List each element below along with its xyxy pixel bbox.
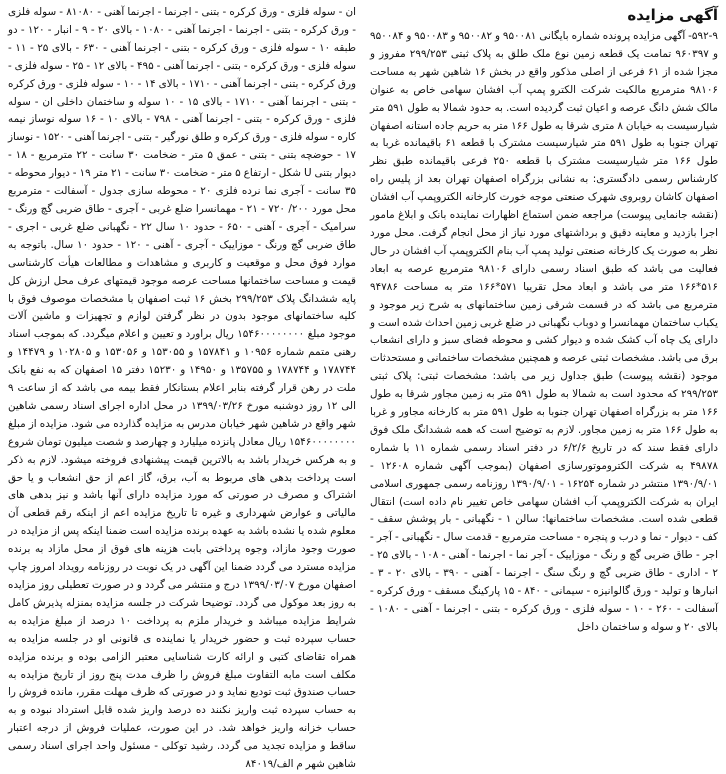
right-text-segment-4: مشخصات ثبتی عرصه و همچنین مشخصات ساختمانی و مستحدثات موجود (نقشه پیوست) طبق جداول زیر می باشد: مشخصات ثبتی: پلاک ثبتی ۲۹۹/۲۵۳ که محدود است به شمالا به طول ۵۹۱ متر به زمین مجاور شرقا به طول ۱۶۶ متر به بزرگراه اصفهان تهران جنوبا به طول ۵۹۱ متر به کارخانه مجاور و غربا به طول ۱۶۶ متر به زمین مجاور. bbox=[370, 352, 719, 436]
left-text-segment-6: در این صورت، عملیات فروش از درجه اعتبار ساقط و مزایده تجدید می گردد. رشید توکلی - مسئول واحد اجرای اسناد رسمی شاهین شهر م الف/۸۴۰۱۹ bbox=[8, 722, 356, 771]
right-text-segment-3: محل مورد نظر به صورت یک کارخانه صنعتی تولید پمپ آب بنام الکتروپمپ آب افشان در حال فعالیت می باشد که طبق اسناد رسمی دارای ۹۸۱۰۶ مترمربع عرصه به ابعاد ۵۱۶*۱۶۶ متر می باشد و ابعاد محل تقریبا ۵۷۱*۱۶۶ متر به مساحت ۹۴۷۸۶ مترمربع می باشد که در قسمت شرقی زمین ساختمانهای به شرح زیر موجود و یکباب ساختمان مهمانسرا و دوباب نگهبانی در ضلع غربی زمین احداث شده است و دارای یک چاه آب کشک شده و دیوار کشی و محوطه فضای سبز و دارای انشعاب برق می باشد. bbox=[370, 226, 718, 365]
left-text-segment-3: که بموجب اسناد رهنی متمم شماره ۱۰۹۵۶ و ۱۵۷۸۴۱ و ۱۵۳۰۵۵ و ۱۵۳۰۵۶ و ۱۰۲۸۰۵ و ۱۴۴۷۹ و ۱۷۸۷۴۴ و ۱۷۸۷۴۴ و ۱۳۵۷۵۵ و ۱۴۹۵۰ و ۱۵۲۳۰ دفتر ۱۵ اصفهان که به نفع بانک ملت در رهن قرار گرفته بنابر اعلام بستانکار فقط بیمه می باشد که از ساعت ۹ الی ۱۲ روز دوشنبه مورخ ۱۳۹۹/۰۳/۲۶ در محل اداره اجرای اسناد رسمی شاهین شهر واقع در شاهین شهر خیابان مدرس به مزایده گذارده می شود. مزایده از مبلغ ۱۵۴۶۰۰۰۰۰۰۰۰ ریال معادل پانزده میلیارد و چهارصد و شصت میلیون تومان شروع و به هرکس خریدار باشد به بالاترین قیمت پیشنهادی فروخته میشود. bbox=[8, 328, 357, 466]
notice-paragraph bbox=[8, 4, 356, 774]
left-text-segment-5: توضیحا شرکت در جلسه مزایده بمنزله پذیرش کامل شرایط مزایده میباشد و خریدار ملزم به پرداخت ۱۰ درصد از مبلغ مزایده به حساب سپرده ثبت و حضور خریدار یا نماینده ی قانونی او در جلسه مزایده به همراه تقاضای کتبی و ارائه کارت شناسایی معتبر الزامی بوده و برنده مزایده مکلف است مابه التفاوت مبلغ فروش را ظرف مدت پنج روز از تاریخ مزایده به حساب صندوق ثبت تودیع نماید و در صورتی که ظرف مهلت مقرر، مانده فروش را به حساب سپرده ثبت واریز نکنند ده درصد واریز شده قابل استرداد نبوده و به حساب خزانه واریز خواهد شد. bbox=[8, 596, 356, 735]
right-text-segment-6: مشخصات ساختمانها: سالن ۱ - نگهبانی - بار پوشش سقف - کف - دیوار - نما و درب و پنجره - مساحت مترمربع - قدمت سال - نگهبانی - آجر - اجر - طاق ضربی گچ و رنگ - موزاییک - آجر نما - اجرنما - آهنی - ۱۰۸ - بالای ۲۵ - ۲ - اداری - طاق ضربی گچ و رنگ سنگ - اجرنما - آهنی - ۳۹۰ - بالای ۲۰ - ۳ - انبارها و تولید - ورق گالوانیزه - سیمانی - ۸۴۰ - ۱۵ پارکینگ مسقف - ورق کرکره - آسفالت - ۲۶۰ - ۱۰ - سوله فلزی - ورق کرکره - بتنی - اجرنما - آهنی - ۱۰۸۰ - بالای ۲۰ و سوله و ساختمان داخل bbox=[370, 513, 719, 633]
notice-title: آگهی مزایده bbox=[627, 6, 718, 24]
notice-left-column bbox=[8, 4, 357, 771]
right-text-segment-5: لازم به توضیح است که همه ششدانگ ملک فوق دارای فقط سند که در تاریخ ۶/۲/۶ در دفتر اسناد رسمی شماره ۱۱ با شماره ۴۹۸۷۸ به شرکت الکتروموتورسازی اصفهان (بموجب آگهی شماره ۱۲۶۰۸ - ۱۳۹۰/۹/۰۱ منتشر در شماره ۱۶۲۵۴ - ۱۳۹۰/۹/۰۱ روزنامه رسمی جمهوری اسلامی ایران به شرکت الکتروپمپ آب افشان سهامی خاص تغییر نام داده است) انتقال قطعی شده است. bbox=[370, 423, 719, 526]
notice-right-column bbox=[370, 4, 718, 674]
notice-paragraph bbox=[370, 28, 718, 637]
left-text-segment-2: محل مورد ۲۰۰/ ۷۲۰ - ۲۱ - مهمانسرا ضلع غربی - آجری - طاق ضربی گچ ورنگ - سرامیک - آجری - آهنی - ۶۵۰ - حدود ۱۰ سال ۲۲ - نگهبانی ضلع غربی - اجری - طاق ضربی گچ ورنگ - موزاییک - آجری - آهنی - ۱۲۰ - حدود ۱۰ سال. باتوجه به موارد فوق محل و موقعیت و کاربری و مشاهدات و مطالعات هیأت کارشناسی قیمت و مساحت ساختمانها مساحت عرصه موجود قیمتهای عرف محل ارزش کل پایه ششدانگ پلاک ۲۹۹/۲۵۳ بخش ۱۶ ثبت اصفهان با مشخصات موصوف فوق با کلیه ساختمانهای موجود بدون در نظر گرفتن لوازم و تجهیزات و ماشین آلات موجود مبلغ ۱۵۴۶۰۰۰۰۰۰۰۰ ریال براورد و تعیین و اعلام میگردد. bbox=[8, 202, 357, 341]
right-text-segment-1: ۵۹۲-۹- آگهی مزایده پرونده شماره بایگانی ۹۵۰۰۸۱ و ۹۵۰۰۸۲ و ۹۵۰۰۸۳ و ۹۵۰۰۸۴ و ۹۶۰۳۹۷ تمامت یک قطعه زمین نوع ملک طلق به پلاک ثبتی ۲۹۹/۲۵۳ مفروز و مجزا شده از ۶۱ فرعی از اصلی مذکور واقع در بخش ۱۶ شاهین شهر به مساحت ۹۸۱۰۶ مترمربع مالکیت شرکت الکترو پمپ آب افشان سهامی خاص به عنوان مالک شش دانگ عرصه و اعیان ثبت گردیده است. bbox=[370, 30, 719, 114]
notice-columns bbox=[8, 4, 719, 771]
left-text-segment-4: لازم به ذکر است پرداخت بدهی های مربوط به آب، برق، گاز اعم از حق انشعاب و یا حق اشتراک و مصرف در صورتی که مورد مزایده دارای آنها باشد و نیز بدهی های مالیاتی و عوارض شهرداری و غیره تا تاریخ مزایده اعم از اینکه رقم قطعی آن معلوم شده یا نشده باشد به عهده برنده مزایده است ضمنا اینکه پس از مزایده در صورت وجود مازاد، وجوه پرداختی بابت هزینه های فوق از محل مازاد به برنده مزایده مسترد می گردد ضمنا این آگهی در یک نوبت در روزنامه رویداد امروز چاپ اصفهان مورخ ۱۳۹۹/۰۳/۰۷ درج و منتشر می گردد و در صورت تعطیلی روز مزایده به روز بعد موکول می گردد. bbox=[8, 453, 356, 609]
right-text-segment-2: به حدود شمالا به طول ۵۹۱ متر شیارسیست به خیابان ۸ متری شرقا به طول ۱۶۶ متر به حریم جاده استانه اصفهان تهران جنوبا به طول ۵۹۱ متر شیارسیست مشترک با قطعه ۶۱ باقیمانده غربا به طول ۱۶۶ متر شیارسیست مشترک با قطعه ۲۵۰ فرعی باقیمانده طبق نظر کارشناس رسمی دادگستری: به نشانی بزرگراه اصفهان تهران بعد از پلیس راه اصفهان کاشان روبروی شهرک صنعتی موجه خورت کارخانه الکتروپمپ آب افشان (نقشه جانمایی پیوست) مراجعه ضمن استماع اظهارات نماینده بانک و ابلاغ مامور اجرا بازدید و معاینه دقیق و برداشتهای مورد نیاز از محل انجام گرفت. bbox=[370, 101, 719, 239]
left-text-segment-1: ان - سوله فلزی - ورق کرکره - بتنی - اجرنما - اجرنما آهنی - ۸۱۰۸۰ - سوله فلزی - ورق کرکره - بتنی - اجرنما - اجرنما آهنی - ۱۰۸۰ - بالای ۲۰ - ۹ - انبار - ۱۲۰ - دو طبقه ۱۰ - سوله فلزی - ورق کرکره - بتنی - اجرنما آهنی - ۶۳۰ - بالای ۲۵ - ۱۱ - سوله فلزی - ورق کرکره - بتنی - اجرنما آهنی - ۴۹۵ - بالای ۱۲ - ۲۵ - سوله فلزی - ورق کرکره - بتنی - اجرنما آهنی - ۱۷۱۰ - بالای ۱۴ - ۱۰ - سوله فلزی - ورق کرکره - بتنی - اجرنما آهنی - ۱۷۱۰ - بالای ۱۵ - ۱۰ سوله و ساختمان داخلی ان - سوله فلزی - ورق کرکره - بتنی - اجرنما آهنی - ۷۹۸ - بالای ۱۰ - ۱۶ سوله نوساز نیمه کاره - سوله فلزی - ورق کرکره و طلق نورگیر - بتنی - اجرنما آهنی - ۱۵۲۰ - نوساز ۱۷ - حوضچه بتنی - بتنی - عمق ۵ متر - ضخامت ۳۰ سانت - ۲۲ مترمربع - ۱۸ - دیوار بتنی U شکل - ارتفاع ۵ متر - ضخامت ۳۰ سانت - ۲۱ متر ۱۹ - دیوار محوطه - ۳۵ سانت - آجری نما نرده فلزی ۲۰ - محوطه سازی جدول - آسفالت - مترمربع bbox=[8, 6, 357, 198]
